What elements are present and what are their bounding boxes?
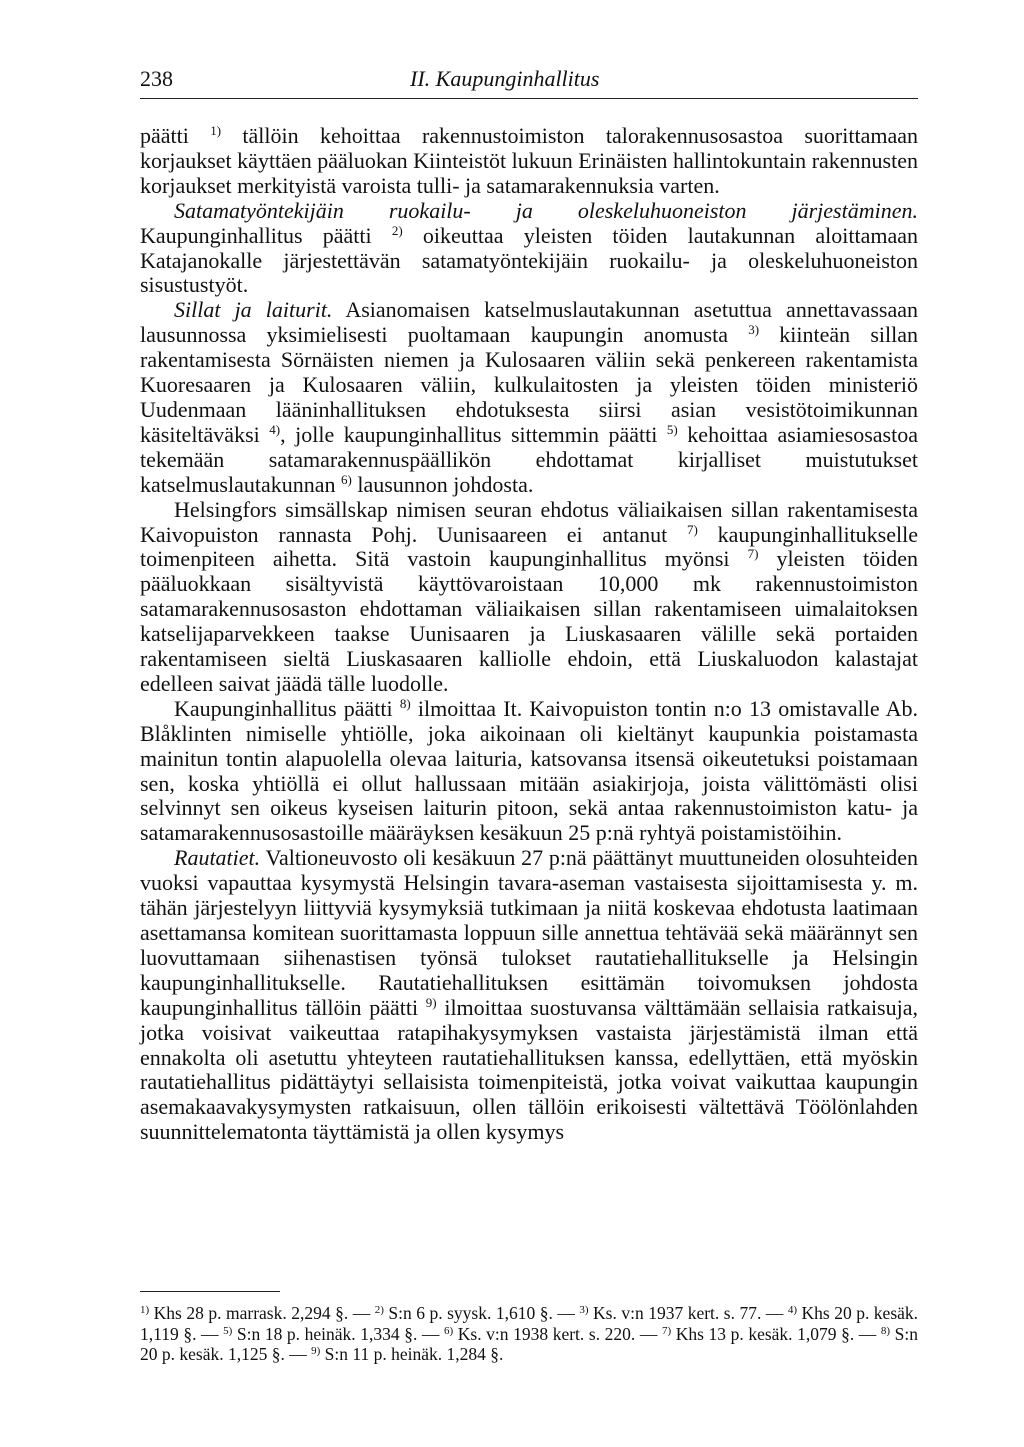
section-heading: Satamatyöntekijäin ruokailu- ja oleskeluhuoneiston järjestäminen. — [174, 197, 918, 223]
footnote-ref: 1) — [210, 123, 222, 138]
paragraph: Sillat ja laiturit. Asianomaisen katselmuslautakunnan asetuttua annettavassaan lausunnossa yksimielisesti puoltamaan kaupungin anomusta $^{3)}$ kiinteän sillan rakentamisesta Sörnäisten niemen ja Kulosaaren väliin sekä penkereen rakentamista Kuoresaaren ja Kulosaaren väliin, kulkulaitosten ja yleisten töiden ministeriö Uudenmaan lääninhallituksen ehdotuksesta siirsi asian vesistötoimikunnan käsiteltäväksi $^{4)}$, jolle kaupunginhallitus sittemmin päätti $^{5)}$ kehoittaa asiamiesosastoa tekemään satamarakennuspäällikön ehdottamat kirjalliset muistutukset katselmuslautakunnan $^{6)}$ lausunnon johdosta. — [140, 297, 918, 497]
footnote: $^{7)}$ Khs 13 p. kesäk. 1,079 §. — — [661, 1323, 881, 1344]
paragraph: Rautatiet. Valtioneuvosto oli kesäkuun 27 p:nä päättänyt muuttuneiden olosuhteiden vuoksi vapauttaa kysymystä Helsingin tavara-aseman vastaisesta sijoittamisesta y. m. tähän järjestelyyn liittyviä kysymyksiä tutkimaan ja niitä koskevaa ehdotusta laatimaan asettamansa komitean suorittamasta loppuun sille annettua tehtävää sekä määrännyt sen luovuttamaan siihenastisen työnsä tulokset rautatiehallitukselle ja Helsingin kaupunginhallitukselle. Rautatiehallituksen esittämän toivomuksen johdosta kaupunginhallitus tällöin päätti $^{9)}$ ilmoittaa suostuvansa välttämään sellaisia ratkaisuja, jotka voisivat vaikeuttaa ratapihakysymyksen vastaista järjestämistä ilman että ennakolta oli asetuttu yhteyteen rautatiehallituksen kanssa, edellyttäen, että myöskin rautatiehallitus pidättäytyi sellaisista toimenpiteistä, jotka voivat vaikuttaa kaupungin asemakaavakysymysten ratkaisuun, ollen tällöin erikoisesti vältettävä Töölönlahden suunnittelematonta täyttämistä ja ollen kysymys — [140, 845, 918, 1145]
running-title: II. Kaupunginhallitus — [410, 66, 600, 91]
footnote: $^{9)}$ S:n 11 p. heinäk. 1,284 §. — [311, 1344, 504, 1364]
page-number: 238 — [140, 66, 173, 91]
footnote-ref: 3) — [748, 322, 760, 338]
paragraph: Kaupunginhallitus päätti $^{8)}$ ilmoittaa It. Kaivopuiston tontin n:o 13 omistavalle Ab. Blåklinten nimiselle yhtiölle, joka aikoinaan oli kieltänyt kaupunkia poistamasta mainitun tontin alapuolella olevaa laituria, katsovansa itsensä oikeutetuksi poistamaan sen, koska yhtiöllä ei ollut hallussaan mitään asiakirjoja, joista välittömästi olisi selvinnyt sen oikeus kyseisen laiturin pitoon, sekä antaa rakennustoimiston katu- ja satamarakennusosastoille määräyksen kesäkuun 25 p:nä ryhtyä poistamistöihin. — [140, 695, 919, 846]
footnote: $^{2)}$ S:n 6 p. syysk. 1,610 §. — — [374, 1303, 580, 1323]
footnote-divider — [140, 1291, 280, 1292]
footnote-ref: 2) — [391, 222, 403, 238]
footnote: $^{1)}$ Khs 28 p. marrask. 2,294 §. — — [140, 1303, 375, 1323]
footnote-ref: 9) — [425, 994, 437, 1010]
page-header — [140, 62, 918, 99]
paragraph: Helsingfors simsällskap nimisen seuran ehdotus väliaikaisen sillan rakentamisesta Kaivopuiston rannasta Pohj. Uunisaareen ei antanut $^{7)}$ kaupunginhallitukselle toimenpiteen aihetta. Sitä vastoin kaupunginhallitus myönsi $^{7)}$ yleisten töiden pääluokkaan sisältyvistä käyttövaroistaan 10,000 mk rakennustoimiston satamarakennusosaston ehdottaman väliaikaisen sillan rakentamiseen uimalaitoksen katselijaparvekkeen taakse Uunisaaren ja Liuskasaaren välille sekä portaiden rakentamiseen sieltä Liuskasaaren kalliolle ehdoin, että Liuskaluodon kalastajat edelleen saivat jäädä tälle luodolle. — [140, 496, 919, 696]
footnote: $^{6)}$ Ks. v:n 1938 kert. s. 220. — — [444, 1323, 662, 1344]
body-text — [140, 124, 918, 1145]
footnote-ref: 4) — [269, 421, 281, 437]
paragraph: Satamatyöntekijäin ruokailu- ja oleskeluhuoneiston järjestäminen. Kaupunginhallitus päätti $^{2)}$ oikeuttaa yleisten töiden lautakunnan aloittamaan Katajanokalle järjestettävän satamatyöntekijäin ruokailu- ja oleskeluhuoneiston sisustustyöt. — [140, 197, 919, 298]
footnotes — [140, 1303, 918, 1365]
footnote: $^{3)}$ Ks. v:n 1937 kert. s. 77. — — [579, 1303, 788, 1323]
footnote-ref: 8) — [399, 695, 411, 711]
footnote-ref: 5) — [666, 421, 678, 437]
footnote: $^{4)}$ Khs 20 p. kesäk. 1,119 §. — — [140, 1303, 919, 1344]
footnote: $^{8)}$ S:n 20 p. kesäk. 1,125 §. — — [140, 1323, 918, 1364]
footnote-ref: 7) — [747, 546, 759, 562]
section-heading: Rautatiet. — [174, 845, 261, 871]
paragraph: päätti $^{1)}$ tällöin kehoittaa rakennustoimiston talorakennusosastoa suorittamaan korjaukset käyttäen pääluokan Kiinteistöt lukuun Erinäisten hallintokuntain rakennusten korjaukset merkityistä varoista tulli- ja satamarakennuksia varten. — [140, 123, 918, 198]
footnote-ref: 7) — [686, 521, 698, 537]
footnote: $^{5)}$ S:n 18 p. heinäk. 1,334 §. — — [223, 1323, 444, 1344]
section-heading: Sillat ja laiturit. — [174, 297, 333, 323]
footnote-ref: 6) — [341, 471, 352, 487]
